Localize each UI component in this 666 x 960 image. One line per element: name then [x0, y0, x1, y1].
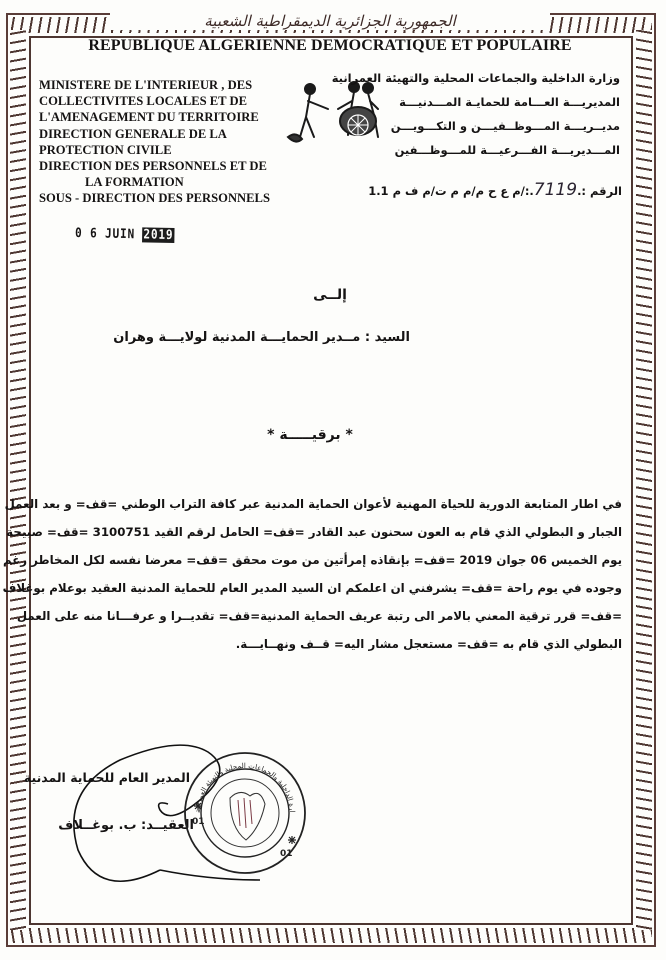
seal-number-right: 01: [280, 849, 293, 859]
subject-heading: * برقيـــــة *: [267, 427, 353, 443]
signatory-title: المدير العام للحماية المدنية: [23, 770, 190, 785]
date-stamp: [75, 226, 174, 243]
ar-line: المديريـــة العـــامة للحمايـة المـــدنيـــة: [399, 95, 620, 109]
reference-label: الرقم :.: [577, 184, 622, 198]
braid-border-right: [636, 30, 652, 930]
official-seal: [180, 748, 310, 878]
body-line: في اطار المتابعة الدورية للحياة المهنية لأعوان الحماية المدنية عبر كافة التراب الوطني =قف= و بعد العمل: [4, 497, 622, 511]
braid-border-bottom: [10, 928, 652, 943]
body-line: البطولي الذي قام به =قف= مستعجل مشار اليه= قــف ونهــايـــة.: [235, 637, 622, 651]
french-ministry-block: [39, 77, 299, 207]
braid-border-left: [10, 30, 26, 930]
fr-line: DIRECTION GENERALE DE LA: [39, 126, 227, 141]
ar-line: مديــريـــة المـــوظــفيـــن و التكـــويـــن: [390, 119, 620, 133]
fr-line: LA FORMATION: [85, 175, 184, 190]
date-stamp-day-month: 0 6 JUIN: [74, 226, 136, 243]
date-stamp-year: 2019: [143, 227, 174, 244]
arabic-ministry-block: [331, 66, 620, 162]
body-line: وجوده في يوم راحة =قف= يشرفني ان اعلمكم ان السيد المدير العام للحماية المدنية العقيد بوعلام بوغلاف: [2, 581, 622, 595]
fr-line: MINISTERE DE L'INTERIEUR , DES: [39, 78, 253, 92]
to-label: إلــى: [313, 287, 347, 303]
signatory-name: العقيــد: ب. بوغــلاف: [58, 818, 194, 833]
fr-line: DIRECTION DES PERSONNELS ET DE: [39, 159, 267, 174]
addressee: السيد : مــدير الحمايـــة المدنية لولايـــة وهران: [113, 330, 410, 345]
reference-number-handwritten: 7119: [533, 180, 578, 200]
seal-ring-text: ارة الداخلية والجماعات المحلية والتهيئة العمرانية: [193, 761, 297, 814]
body-line: الجبار و البطولي الذي قام به العون سحنون عبد القادر =قف= الحامل لرقم القيد 3100751 =قف= صبيحة: [6, 525, 622, 539]
fr-line: COLLECTIVITES LOCALES ET DE: [39, 94, 247, 109]
body-line: يوم الخميس 06 جوان 2019 =قف= بإنقاذه إمرأتين من موت محقق =قف= معرضا نفسه لكل المخاطر رغم: [2, 553, 622, 567]
seal-number-left: 01: [192, 817, 205, 827]
fr-line: L'AMENAGEMENT DU TERRITOIRE: [39, 110, 259, 125]
reference-suffix: .:/م ع ح م/م م ت/م ف م 1.1: [368, 184, 534, 198]
ar-line: المـــديريـــة الفـــرعيـــة للمـــوظـــفين: [394, 143, 620, 157]
reference-line: [368, 180, 622, 200]
telegram-body: [2, 490, 622, 658]
body-line: =قف= قرر ترقية المعني بالامر الى رتبة عريف الحماية المدنية=قف= تقديــرا و عرفـــانا منه على العمل: [16, 609, 622, 623]
arabic-republic-heading: الجمهورية الجزائرية الديمقراطية الشعبية: [110, 12, 550, 30]
french-republic-heading: REPUBLIQUE ALGERIENNE DEMOCRATIQUE ET POPULAIRE: [88, 37, 572, 54]
fr-line: PROTECTION CIVILE: [39, 142, 172, 157]
ar-line: وزارة الداخلية والجماعات المحلية والتهيئة العمرانية: [331, 71, 620, 85]
fr-line: SOUS - DIRECTION DES PERSONNELS: [39, 191, 270, 206]
